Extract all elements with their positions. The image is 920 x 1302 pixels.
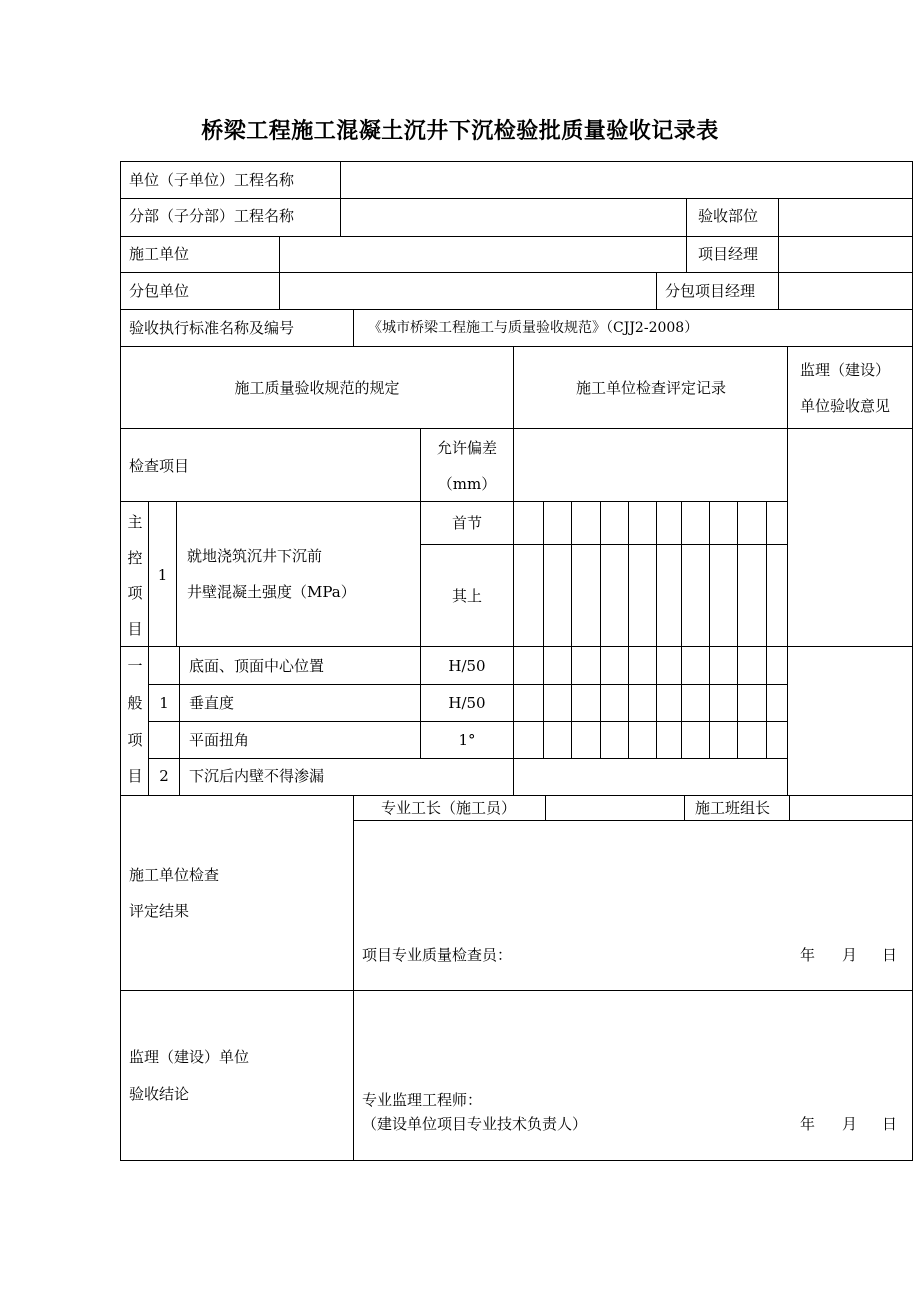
main-item-name-line2: 井壁混凝土强度（MPa） — [187, 583, 356, 601]
general-item-name: 下沉后内壁不得渗漏 — [189, 767, 325, 785]
grid-vline — [737, 501, 738, 759]
date-year: 年 — [800, 946, 816, 964]
grid-vline — [179, 646, 180, 796]
construction-unit-label: 施工单位 — [129, 245, 190, 263]
grid-hline — [120, 1160, 913, 1161]
sub-project-name-label: 分部（子分部）工程名称 — [129, 207, 295, 225]
supervision-header-line1: 监理（建设） — [800, 361, 891, 379]
grid-hline — [120, 309, 913, 310]
unit-project-name-field[interactable] — [341, 163, 911, 197]
check-result-label-line1: 施工单位检查 — [129, 866, 220, 884]
general-group-char: 项 — [127, 731, 143, 749]
qc-inspector-label: 项目专业质量检查员： — [362, 946, 513, 964]
grid-hline — [353, 820, 913, 821]
main-group-char: 目 — [127, 620, 143, 638]
grid-vline — [656, 272, 657, 310]
general-group-char: 一 — [127, 657, 143, 675]
check-result-label-line2: 评定结果 — [129, 902, 190, 920]
foreman-field[interactable] — [546, 797, 683, 819]
team-leader-label: 施工班组长 — [695, 799, 771, 817]
general-item-tolerance: H/50 — [448, 694, 486, 712]
tolerance-header-line2: （mm） — [437, 475, 497, 493]
acceptance-part-label: 验收部位 — [698, 207, 759, 225]
grid-vline — [513, 346, 514, 796]
grid-vline — [148, 501, 149, 796]
grid-hline — [120, 501, 788, 502]
general-item-tolerance: 1° — [458, 731, 476, 749]
grid-hline — [120, 795, 913, 796]
grid-vline — [681, 501, 682, 759]
date-month: 月 — [842, 946, 858, 964]
grid-vline — [684, 795, 685, 821]
grid-hline — [420, 544, 788, 545]
unit-project-name-label: 单位（子单位）工程名称 — [129, 171, 295, 189]
conclusion-label-line1: 监理（建设）单位 — [129, 1048, 250, 1066]
main-group-char: 项 — [127, 584, 143, 602]
standard-label: 验收执行标准名称及编号 — [129, 319, 295, 337]
date-day: 日 — [882, 946, 898, 964]
general-group-char: 般 — [127, 694, 143, 712]
standard-value: 《城市桥梁工程施工与质量验收规范》（CJJ2-2008） — [368, 320, 699, 336]
grid-vline — [628, 501, 629, 759]
grid-hline — [148, 721, 788, 722]
grid-hline — [120, 346, 913, 347]
engineer-label-line2: （建设单位项目专业技术负责人） — [362, 1115, 588, 1133]
general-item-number: 1 — [159, 694, 169, 712]
grid-hline — [120, 990, 913, 991]
general-item-name: 垂直度 — [189, 694, 235, 712]
form-title: 桥梁工程施工混凝土沉井下沉检验批质量验收记录表 — [201, 119, 719, 144]
team-leader-field[interactable] — [790, 797, 911, 819]
grid-vline — [912, 161, 913, 1161]
main-group-char: 控 — [127, 549, 143, 567]
general-item-tolerance: H/50 — [448, 657, 486, 675]
conclusion-label-line2: 验收结论 — [129, 1085, 190, 1103]
grid-vline — [709, 501, 710, 759]
check-item-header: 检查项目 — [129, 457, 190, 475]
inspection-record-header: 施工单位检查评定记录 — [575, 379, 726, 397]
spec-header: 施工质量验收规范的规定 — [234, 379, 400, 397]
first-section-label: 首节 — [451, 514, 482, 532]
general-item-name: 平面扭角 — [189, 731, 250, 749]
grid-vline — [571, 501, 572, 759]
main-item-name-line1: 就地浇筑沉井下沉前 — [187, 547, 323, 565]
general-item-name: 底面、顶面中心位置 — [189, 657, 325, 675]
tolerance-header-line1: 允许偏差 — [436, 439, 497, 457]
project-manager-field[interactable] — [778, 237, 911, 271]
grid-vline — [766, 501, 767, 759]
date-year: 年 — [800, 1115, 816, 1133]
grid-hline — [148, 684, 788, 685]
grid-vline — [353, 795, 354, 1161]
grid-vline — [176, 501, 177, 647]
subcontract-manager-label: 分包项目经理 — [665, 282, 756, 300]
grid-hline — [120, 646, 913, 647]
grid-hline — [120, 161, 913, 162]
construction-unit-field[interactable] — [280, 237, 686, 271]
main-group-char: 主 — [127, 513, 143, 531]
main-item-number: 1 — [157, 566, 168, 584]
subcontract-unit-label: 分包单位 — [129, 282, 190, 300]
engineer-label-line1: 专业监理工程师： — [362, 1091, 483, 1109]
grid-vline — [353, 309, 354, 347]
general-item-number: 2 — [159, 767, 169, 785]
general-group-char: 目 — [127, 767, 143, 785]
date-month: 月 — [842, 1115, 858, 1133]
grid-vline — [543, 501, 544, 759]
supervision-header-line2: 单位验收意见 — [800, 397, 891, 415]
sub-project-name-field[interactable] — [341, 199, 686, 235]
grid-hline — [120, 272, 913, 273]
grid-vline — [600, 501, 601, 759]
date-day: 日 — [882, 1115, 898, 1133]
grid-vline — [656, 501, 657, 759]
above-section-label: 其上 — [451, 587, 482, 605]
project-manager-label: 项目经理 — [698, 245, 759, 263]
grid-vline — [686, 198, 687, 273]
subcontract-manager-field[interactable] — [778, 274, 911, 308]
grid-hline — [148, 758, 788, 759]
foreman-label: 专业工长（施工员） — [380, 799, 516, 817]
grid-vline — [787, 346, 788, 796]
subcontract-unit-field[interactable] — [280, 274, 656, 308]
acceptance-part-field[interactable] — [778, 199, 911, 235]
grid-hline — [120, 428, 913, 429]
